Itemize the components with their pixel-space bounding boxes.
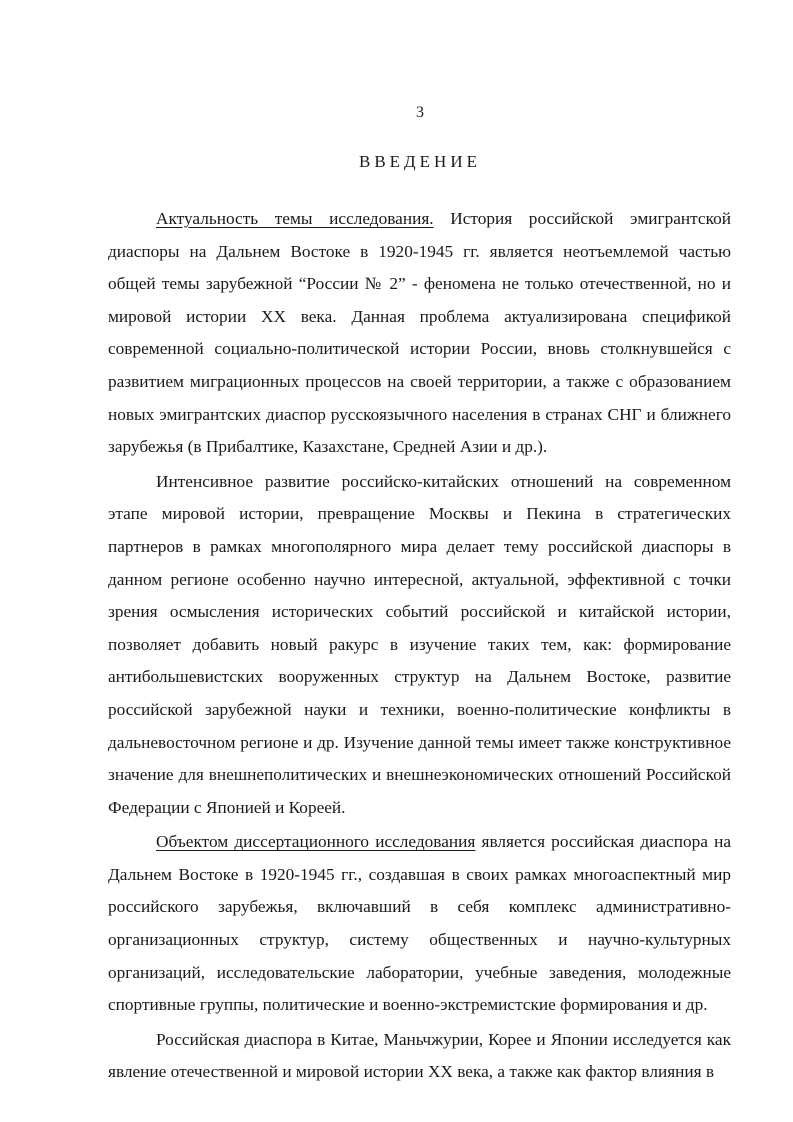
- paragraph-relevance: [108, 203, 731, 464]
- paragraph-text-object: является российская диаспора на Дальнем Востоке в 1920-1945 гг., создавшая в своих рамках многоаспектный мир российского зарубежья, включавший в себя комплекс административно-организационных структур, систему общественных и научно-культурных организаций, исследовательские лаборатории, учебные заведения, молодежные спортивные группы, политические и военно-экстремистские формирования и др.: [108, 832, 731, 1015]
- paragraph-text-relations: Интенсивное развитие российско-китайских отношений на современном этапе мировой истории, превращение Москвы и Пекина в стратегических партнеров в рамках многополярного мира делает тему российской диаспоры в данном регионе особенно научно интересной, актуальной, эффективной с точки зрения осмысления исторических событий российской и китайской истории, позволяет добавить новый ракурс в изучение таких тем, как: формирование антибольшевистских вооруженных структур на Дальнем Востоке, развитие российской зарубежной науки и техники, военно-политические конфликты в дальневосточном регионе и др. Изучение данной темы имеет также конструктивное значение для внешнеполитических и внешнеэкономических отношений Российской Федерации с Японией и Кореей.: [108, 471, 731, 817]
- paragraph-text-relevance: История российской эмигрантской диаспоры на Дальнем Востоке в 1920-1945 гг. является неотъемлемой частью общей темы зарубежной “России № 2” - феномена не только отечественной, но и мировой истории XX века. Данная проблема актуализирована спецификой современной социально-политической истории России, вновь столкнувшейся с развитием миграционных процессов на своей территории, а также с образованием новых эмигрантских диаспор русскоязычного населения в странах СНГ и ближнего зарубежья (в Прибалтике, Казахстане, Средней Азии и др.).: [108, 209, 731, 457]
- paragraph-text-diaspora: Российская диаспора в Китае, Маньчжурии, Корее и Японии исследуется как явление отечественной и мировой истории XX века, а также как фактор влияния в: [108, 1029, 731, 1082]
- document-body: [108, 203, 731, 1089]
- page-number: 3: [416, 104, 424, 121]
- page-title: ВВЕДЕНИЕ: [359, 152, 481, 171]
- paragraph-lead-relevance: Актуальность темы исследования.: [156, 209, 434, 228]
- paragraph-relations: [108, 466, 731, 825]
- paragraph-object: [108, 826, 731, 1022]
- paragraph-lead-object: Объектом диссертационного исследования: [156, 832, 476, 852]
- paragraph-diaspora: [108, 1024, 731, 1089]
